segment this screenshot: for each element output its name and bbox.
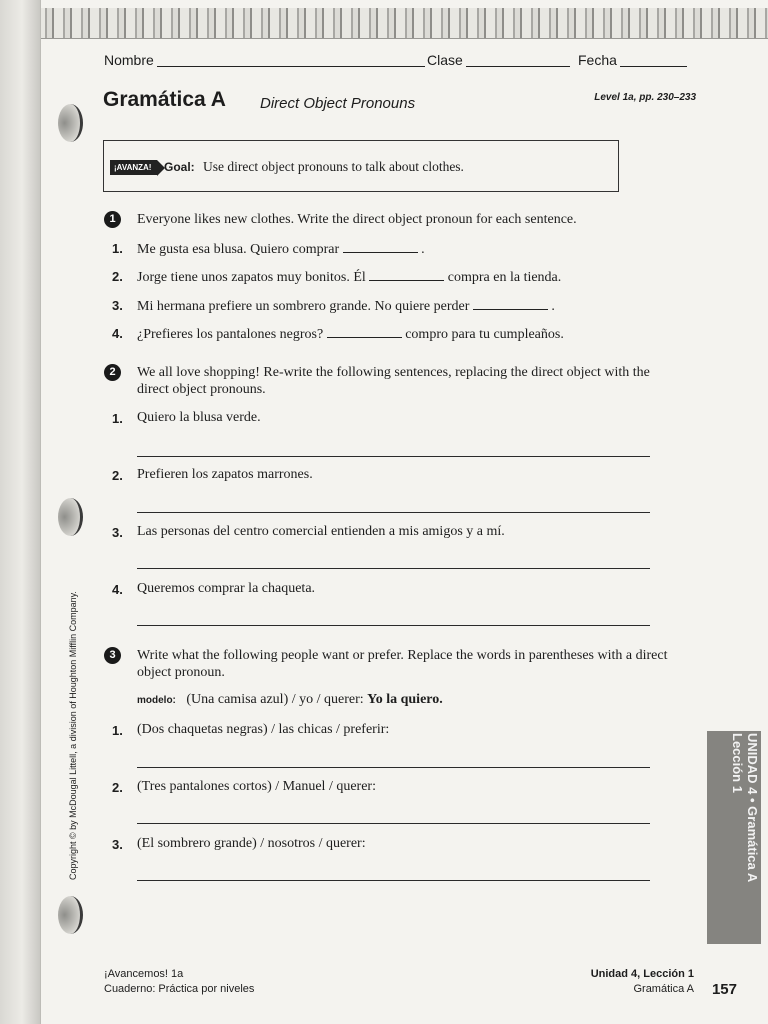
exercise-item: Prefieren los zapatos marrones. [137,467,313,482]
exercise-item: (El sombrero grande) / nosotros / querer: [137,836,366,851]
footer-unit-info: Unidad 4, Lección 1 Gramática A [590,968,694,995]
avanza-badge: ¡AVANZA! [110,160,157,175]
exercise-item: Me gusta esa blusa. Quiero comprar . [137,242,425,257]
answer-blank[interactable] [369,268,444,281]
modelo-label: modelo: [137,695,176,706]
item-number: 1. [112,241,123,256]
answer-line[interactable] [137,823,650,824]
answer-line[interactable] [137,625,650,626]
binding-margin [0,0,41,1024]
answer-blank[interactable] [473,297,548,310]
page-title: Gramática A [103,88,226,111]
fecha-field[interactable] [620,66,687,67]
page-number: 157 [711,981,737,998]
item-number: 3. [112,837,123,852]
section-2-number: 2 [104,364,121,381]
exercise-item: Las personas del centro comercial entienden a mis amigos y a mí. [137,524,505,539]
goal-label: Goal: [164,160,195,174]
fecha-label: Fecha [578,52,617,68]
item-number: 2. [112,269,123,284]
section-3-instructions: Write what the following people want or prefer. Replace the words in parentheses with a direct object pronoun. [137,648,668,680]
answer-blank[interactable] [343,240,418,253]
exercise-item: (Tres pantalones cortos) / Manuel / querer: [137,779,376,794]
item-number: 4. [112,582,123,597]
footer-book-info: ¡Avancemos! 1a Cuaderno: Práctica por niveles [104,968,255,995]
goal-box [103,140,619,192]
answer-line[interactable] [137,767,650,768]
section-3-number: 3 [104,647,121,664]
section-1-instructions: Everyone likes new clothes. Write the direct object pronoun for each sentence. [137,212,577,227]
item-number: 3. [112,525,123,540]
exercise-item: Jorge tiene unos zapatos muy bonitos. Él compra en la tienda. [137,270,562,285]
answer-line[interactable] [137,568,650,569]
answer-blank[interactable] [327,325,402,338]
exercise-item: ¿Prefieres los pantalones negros? compro para tu cumpleaños. [137,327,564,342]
section-1-number: 1 [104,211,121,228]
level-reference: Level 1a, pp. 230–233 [594,92,696,103]
item-number: 1. [112,723,123,738]
nombre-label: Nombre [104,52,154,68]
item-number: 1. [112,411,123,426]
clase-field[interactable] [466,66,570,67]
exercise-item: Mi hermana prefiere un sombrero grande. No quiere perder . [137,299,555,314]
item-number: 2. [112,780,123,795]
goal-text: Use direct object pronouns to talk about clothes. [203,159,464,174]
answer-line[interactable] [137,456,650,457]
item-number: 3. [112,298,123,313]
binder-hole [58,104,83,142]
decorative-banner [0,8,768,39]
exercise-item: Queremos comprar la chaqueta. [137,581,316,596]
copyright-notice: Copyright © by McDougal Littell, a division of Houghton Mifflin Company. [68,591,78,880]
unit-side-tab-label: UNIDAD 4 • Gramática A Lección 1 [730,733,760,883]
modelo-answer: Yo la quiero. [367,692,443,707]
binder-hole [58,896,83,934]
modelo-text: (Una camisa azul) / yo / querer: [186,692,364,707]
binder-hole [58,498,83,536]
answer-line[interactable] [137,880,650,881]
answer-line[interactable] [137,512,650,513]
exercise-item: Quiero la blusa verde. [137,410,261,425]
modelo-example [137,692,443,708]
nombre-field[interactable] [157,66,425,67]
item-number: 4. [112,326,123,341]
item-number: 2. [112,468,123,483]
clase-label: Clase [427,52,463,68]
exercise-item: (Dos chaquetas negras) / las chicas / preferir: [137,722,390,737]
page-subtitle: Direct Object Pronouns [260,95,416,112]
section-2-instructions: We all love shopping! Re-write the following sentences, replacing the direct object with the direct object pronouns. [137,365,650,397]
